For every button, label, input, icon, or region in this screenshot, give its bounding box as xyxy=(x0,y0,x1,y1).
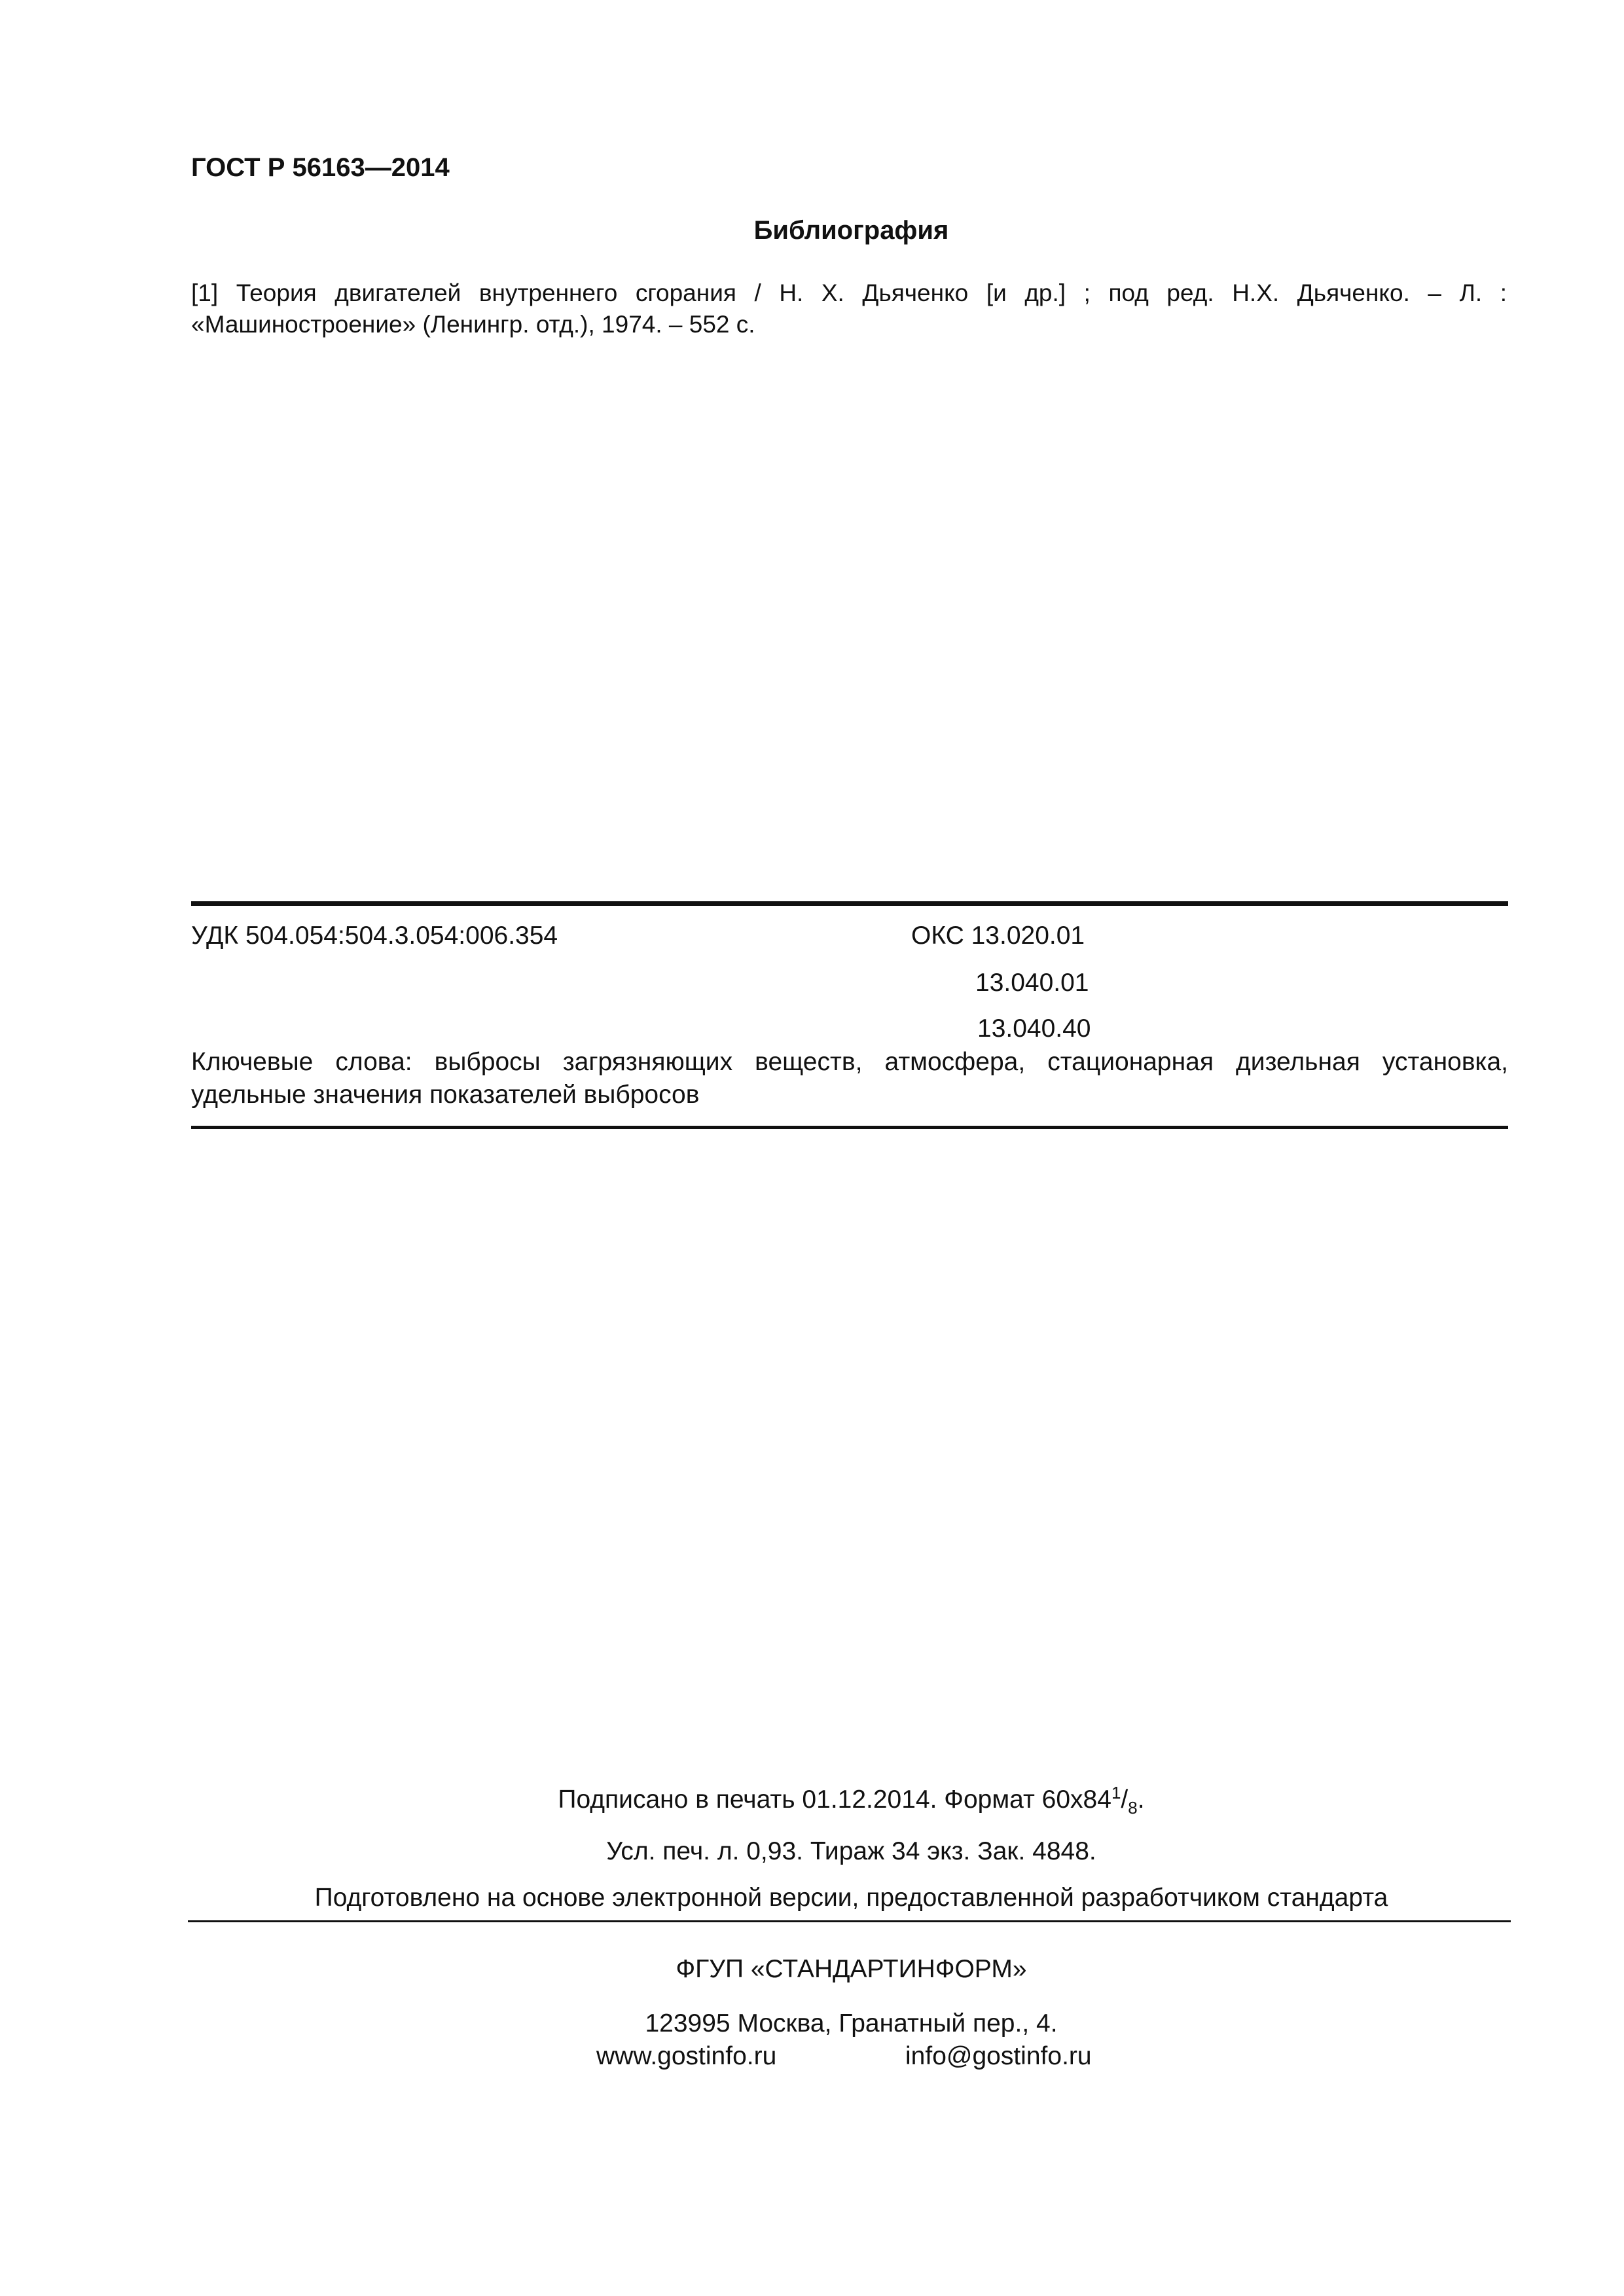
format-numerator: 1 xyxy=(1111,1783,1121,1803)
oks-code-primary: ОКС 13.020.01 xyxy=(911,922,1085,950)
footer-divider xyxy=(188,1920,1511,1922)
oks-code-secondary: 13.040.01 xyxy=(975,969,1089,997)
oks-code-tertiary: 13.040.40 xyxy=(977,1014,1091,1043)
publisher-address: 123995 Москва, Гранатный пер., 4. xyxy=(645,2009,1058,2037)
standard-code: ГОСТ Р 56163—2014 xyxy=(191,153,450,182)
udk-code: УДК 504.054:504.3.054:006.354 xyxy=(191,922,558,950)
section-divider-top xyxy=(191,901,1508,906)
prepared-note: Подготовлено на основе электронной версии, предоставленной разработчиком стандарта xyxy=(314,1884,1388,1912)
bibliography-title: Библиография xyxy=(753,216,949,245)
publisher-website-link[interactable]: www.gostinfo.ru xyxy=(596,2042,777,2070)
print-info: Усл. печ. л. 0,93. Тираж 34 экз. Зак. 4848. xyxy=(606,1837,1096,1865)
signed-for-print xyxy=(0,1783,1624,1818)
format-slash: / xyxy=(1121,1785,1128,1814)
publisher-email-link[interactable]: info@gostinfo.ru xyxy=(905,2042,1092,2070)
section-divider-bottom xyxy=(191,1126,1508,1129)
publisher-name: ФГУП «СТАНДАРТИНФОРМ» xyxy=(676,1955,1027,1983)
keywords: Ключевые слова: выбросы загрязняющих веществ, атмосфера, стационарная дизельная установка, удельные значения показателей выбросов xyxy=(191,1048,1508,1109)
signed-text: Подписано в печать 01.12.2014. Формат 60x84 xyxy=(558,1785,1111,1814)
format-denominator: 8 xyxy=(1128,1797,1138,1818)
format-period: . xyxy=(1137,1785,1145,1814)
bibliography-entry: [1] Теория двигателей внутреннего сгорания / Н. Х. Дьяченко [и др.] ; под ред. Н.Х. Дьяченко. – Л. : «Машиностроение» (Ленингр. отд.), 1974. – 552 с. xyxy=(191,279,1507,338)
